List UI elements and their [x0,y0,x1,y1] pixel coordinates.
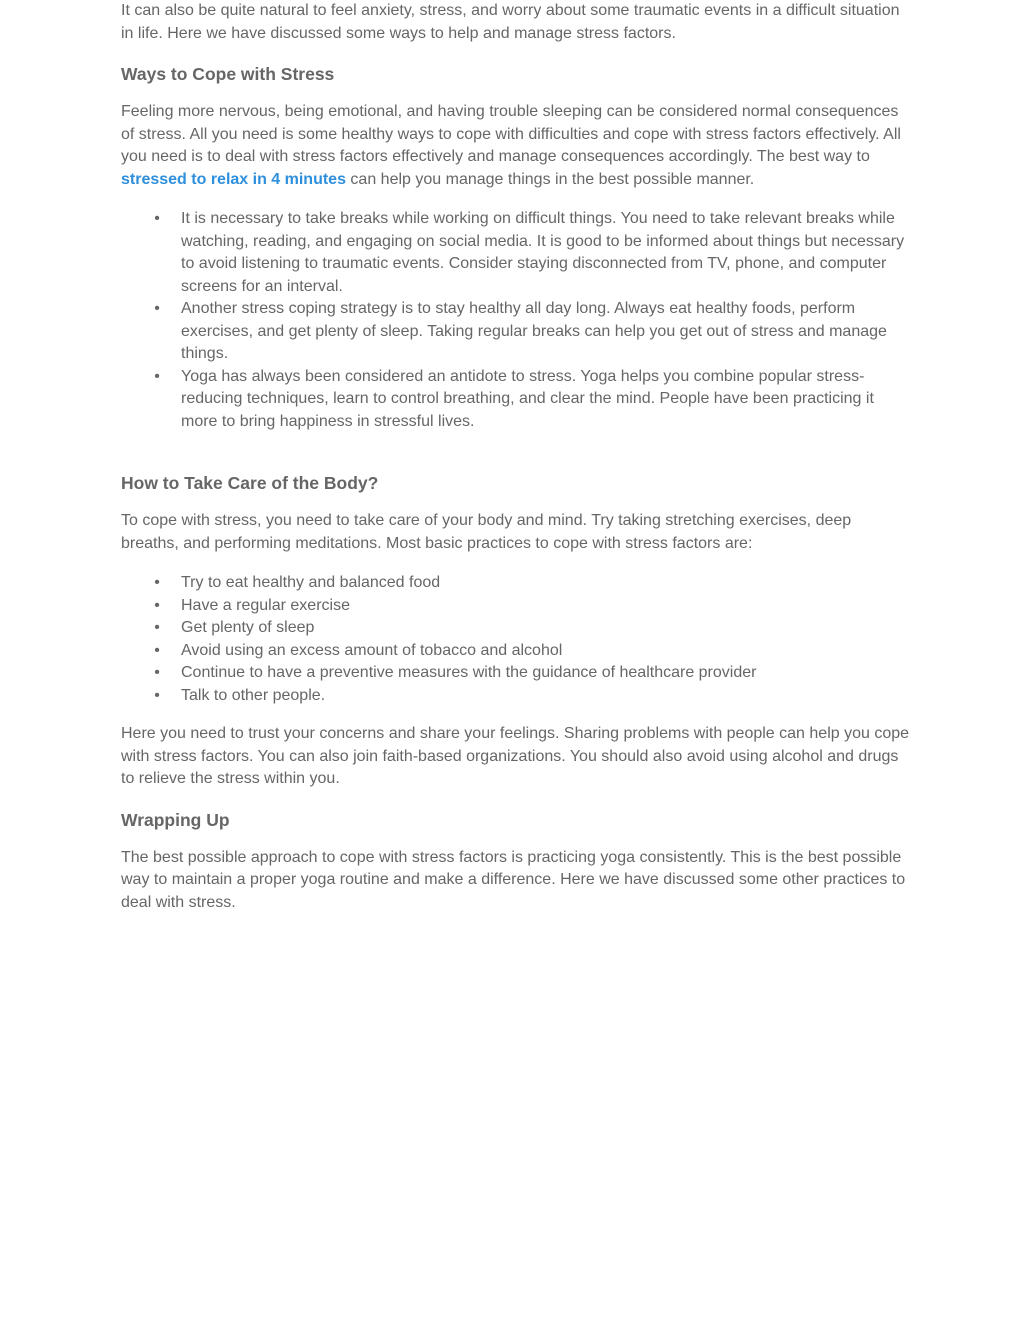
bullet-icon: • [154,596,160,614]
list-item-text: Yoga has always been considered an antidote to stress. Yoga helps you combine popular stress-reducing techniques, learn to control breathing, and clear the mind. People have been practicing it more to bring happiness in stressful lives. [181,367,874,430]
body-bullet-list [121,572,911,707]
bullet-icon: • [154,300,160,317]
bullet-icon: • [154,210,160,227]
body-paragraph: To cope with stress, you need to take care of your body and mind. Try taking stretching exercises, deep breaths, and performing meditations. Most basic practices to cope with stress factors are: [121,512,852,552]
list-item [121,595,911,618]
list-item [121,572,911,595]
list-item-text: Get plenty of sleep [181,619,315,636]
list-item-text: Continue to have a preventive measures with the guidance of healthcare provider [181,664,757,681]
bullet-icon: • [154,574,160,591]
list-item [121,617,911,640]
list-item [121,366,911,434]
heading-take-care-of-body: How to Take Care of the Body? [121,473,379,493]
list-item-text: Talk to other people. [181,686,326,704]
bullet-icon: • [154,664,160,681]
list-item-text: Another stress coping strategy is to stay healthy all day long. Always eat healthy foods, perform exercises, and get plenty of sleep. Taking regular breaks can help you get out of stress and manage things. [181,300,887,362]
ways-bullet-list [121,208,911,433]
list-item [121,685,911,708]
relax-link[interactable]: stressed to relax in 4 minutes [121,170,346,188]
bullet-icon: • [154,367,160,385]
list-item-text: Try to eat healthy and balanced food [181,574,441,591]
heading-ways-to-cope: Ways to Cope with Stress [121,64,335,84]
intro-paragraph: It can also be quite natural to feel anxiety, stress, and worry about some traumatic events in a difficult situation in life. Here we have discussed some ways to help and manage stress factors. [121,2,900,42]
document-body [121,0,911,914]
ways-paragraph-text-after: can help you manage things in the best possible manner. [345,170,755,188]
list-item [121,208,911,298]
bullet-icon: • [154,686,160,704]
ways-paragraph [121,101,911,191]
list-item-text: Avoid using an excess amount of tobacco and alcohol [181,641,563,659]
list-item [121,662,911,685]
wrap-paragraph: The best possible approach to cope with stress factors is practicing yoga consistently. This is the best possible way to maintain a proper yoga routine and make a difference. Here we have discussed some other practices to deal with stress. [121,848,906,911]
list-item-text: Have a regular exercise [181,596,350,614]
bullet-icon: • [154,619,160,636]
closing-paragraph: Here you need to trust your concerns and share your feelings. Sharing problems with people can help you cope with stress factors. You can also join faith-based organizations. You should also avoid using alcohol and drugs to relieve the stress within you. [121,725,910,787]
list-item [121,640,911,663]
ways-paragraph-text-before: Feeling more nervous, being emotional, and having trouble sleeping can be considered normal consequences of stress. All you need is some healthy ways to cope with difficulties and cope with stress factors effectively. All you need is to deal with stress factors effectively and manage consequences accordingly. The best way to [121,103,901,165]
list-item [121,298,911,366]
heading-wrapping-up: Wrapping Up [121,809,230,830]
bullet-icon: • [154,641,160,659]
list-item-text: It is necessary to take breaks while working on difficult things. You need to take relevant breaks while watching, reading, and engaging on social media. It is good to be informed about things but necessary to avoid listening to traumatic events. Consider staying disconnected from TV, phone, and computer screens for an interval. [181,210,905,295]
